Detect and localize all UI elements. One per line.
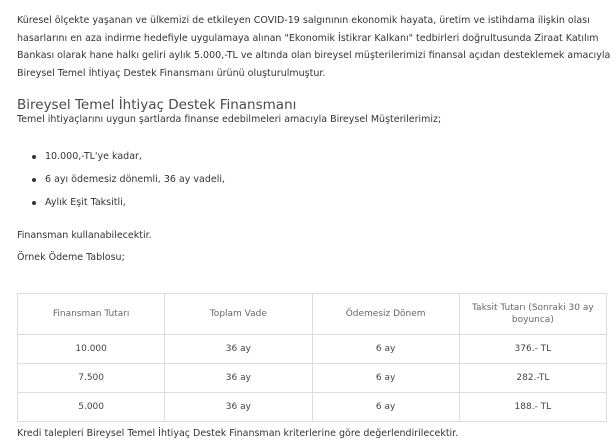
- bullet-icon: [32, 178, 36, 182]
- bullet-icon: [32, 201, 36, 205]
- cell-amount: 7.500: [18, 364, 165, 393]
- section-subtitle: Temel ihtiyaçlarını uygun şartlarda finanse edebilmeleri amacıyla Bireysel Müşterilerimiz;: [17, 114, 442, 125]
- footer-note: Kredi talepleri Bireysel Temel İhtiyaç Destek Finansman kriterlerine göre değerlendirilecektir.: [17, 428, 459, 439]
- feature-text: Aylık Eşit Taksitli,: [45, 197, 126, 208]
- example-table-label: Örnek Ödeme Tablosu;: [17, 252, 125, 263]
- payment-table: [17, 293, 607, 422]
- cell-term: 36 ay: [165, 393, 312, 422]
- list-item: [29, 168, 612, 191]
- cell-installment: 188.- TL: [459, 393, 606, 422]
- header-grace: Ödemesiz Dönem: [312, 294, 459, 335]
- cell-installment: 282.-TL: [459, 364, 606, 393]
- feature-text: 6 ayı ödemesiz dönemli, 36 ay vadeli,: [45, 174, 226, 185]
- usable-text: Finansman kullanabilecektir.: [17, 230, 152, 241]
- table-header-row: [18, 294, 607, 335]
- bullet-icon: [32, 155, 36, 159]
- cell-amount: 5.000: [18, 393, 165, 422]
- cell-installment: 376.- TL: [459, 335, 606, 364]
- intro-line-4: Bireysel Temel İhtiyaç Destek Finansmanı ürünü oluşturulmuştur.: [17, 67, 326, 79]
- list-item: [29, 191, 612, 214]
- table-row: [18, 335, 607, 364]
- cell-term: 36 ay: [165, 335, 312, 364]
- intro-paragraph: [17, 12, 612, 82]
- page-content: [17, 12, 612, 441]
- cell-term: 36 ay: [165, 364, 312, 393]
- list-item: [29, 145, 612, 168]
- header-amount: Finansman Tutarı: [18, 294, 165, 335]
- cell-grace: 6 ay: [312, 364, 459, 393]
- cell-grace: 6 ay: [312, 393, 459, 422]
- cell-grace: 6 ay: [312, 335, 459, 364]
- intro-line-3: Bankası olarak hane halkı geliri aylık 5.000,-TL ve altında olan bireysel müşterilerimizi finansal açıdan desteklemek amacıyla: [17, 50, 611, 61]
- section-title: Bireysel Temel İhtiyaç Destek Finansmanı: [17, 97, 297, 113]
- header-installment: [459, 294, 606, 335]
- header-term: Toplam Vade: [165, 294, 312, 335]
- feature-list: [17, 145, 612, 214]
- table-row: [18, 393, 607, 422]
- feature-text: 10.000,-TL'ye kadar,: [45, 151, 142, 162]
- table-row: [18, 364, 607, 393]
- cell-amount: 10.000: [18, 335, 165, 364]
- intro-line-2: hasarlarını en aza indirme hedefiyle uygulamaya alınan "Ekonomik İstikrar Kalkanı" tedbirleri doğrultusunda Ziraat Katılım: [17, 32, 599, 44]
- header-installment-line-2: boyunca): [511, 315, 554, 325]
- header-installment-line-1: Taksit Tutarı (Sonraki 30 ay: [472, 303, 594, 313]
- intro-line-1: Küresel ölçekte yaşanan ve ülkemizi de etkileyen COVID-19 salgınının ekonomik hayata, üretim ve istihdama ilişkin olası: [17, 15, 590, 26]
